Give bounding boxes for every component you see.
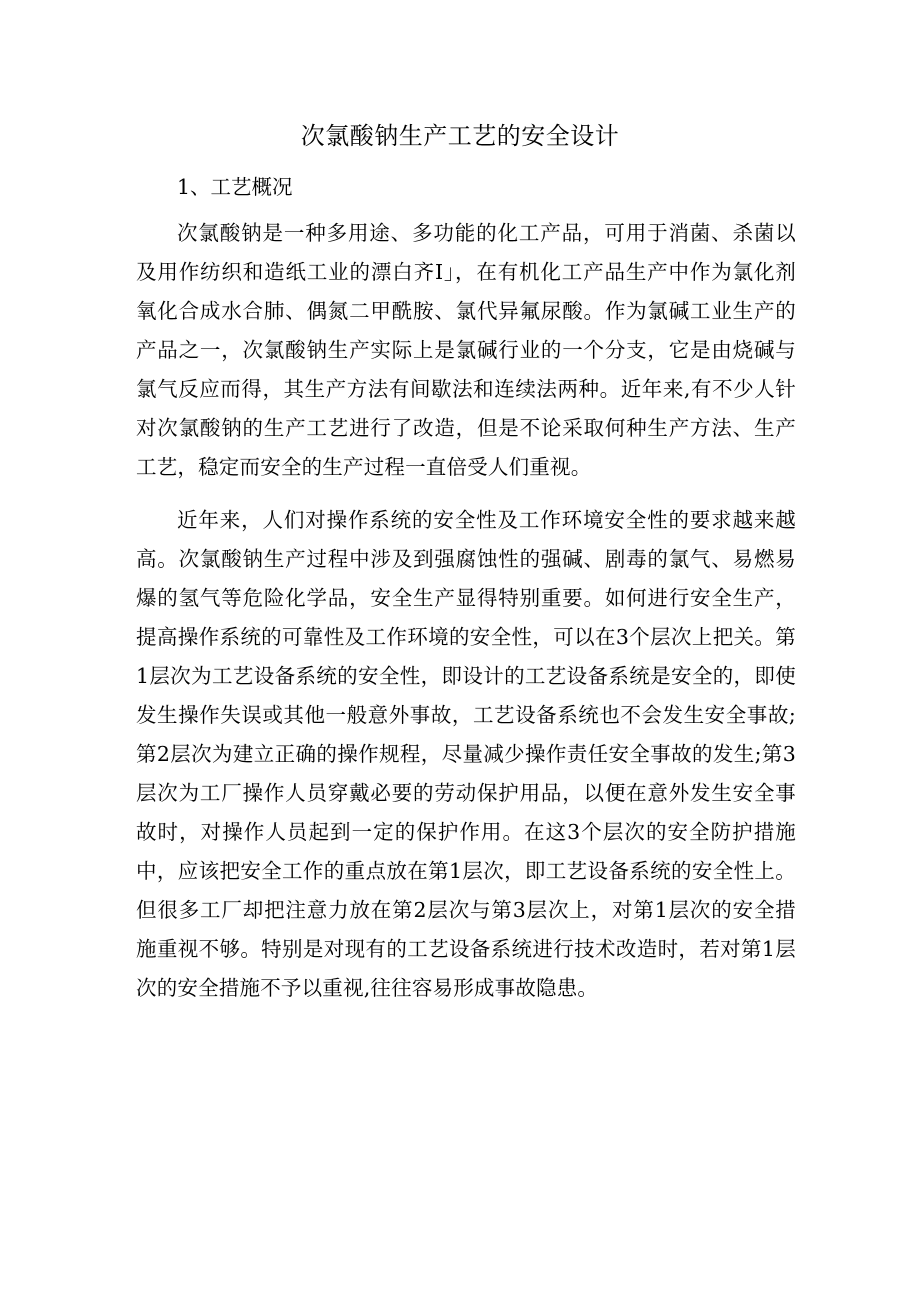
document-title: 次氯酸钠生产工艺的安全设计 (300, 122, 620, 150)
section-heading: 1、工艺概况 (177, 175, 293, 199)
paragraph-safety-levels: 近年来，人们对操作系统的安全性及工作环境安全性的要求越来越高。次氯酸钠生产过程中涉及到强腐蚀性的强碱、剧毒的氯气、易燃易爆的氢气等危险化学品，安全生产显得特别重要。如何进行安全生产，提高操作系统的可靠性及工作环境的安全性，可以在3个层次上把关。第1层次为工艺设备系统的安全性，即设计的工艺设备系统是安全的，即使发生操作失误或其他一般意外事故，工艺设备系统也不会发生安全事故;第2层次为建立正确的操作规程，尽量减少操作责任安全事故的发生;第3层次为工厂操作人员穿戴必要的劳动保护用品，以便在意外发生安全事故时，对操作人员起到一定的保护作用。在这3个层次的安全防护措施中，应该把安全工作的重点放在第1层次，即工艺设备系统的安全性上。但很多工厂却把注意力放在第2层次与第3层次上，对第1层次的安全措施重视不够。特别是对现有的工艺设备系统进行技术改造时，若对第1层次的安全措施不予以重视,往往容易形成事故隐患。 (136, 508, 796, 1000)
document-body (136, 168, 796, 1008)
paragraph-overview: 次氯酸钠是一种多用途、多功能的化工产品，可用于消菌、杀菌以及用作纺织和造纸工业的漂白齐I」，在有机化工产品生产中作为氯化剂氧化合成水合肺、偶氮二甲酰胺、氯代异氟尿酸。作为氯碱工业生产的产品之一，次氯酸钠生产实际上是氯碱行业的一个分支，它是由烧碱与氯气反应而得，其生产方法有间歇法和连续法两种。近年来,有不少人针对次氯酸钠的生产工艺进行了改造，但是不论采取何种生产方法、生产工艺，稳定而安全的生产过程一直倍受人们重视。 (136, 221, 796, 479)
